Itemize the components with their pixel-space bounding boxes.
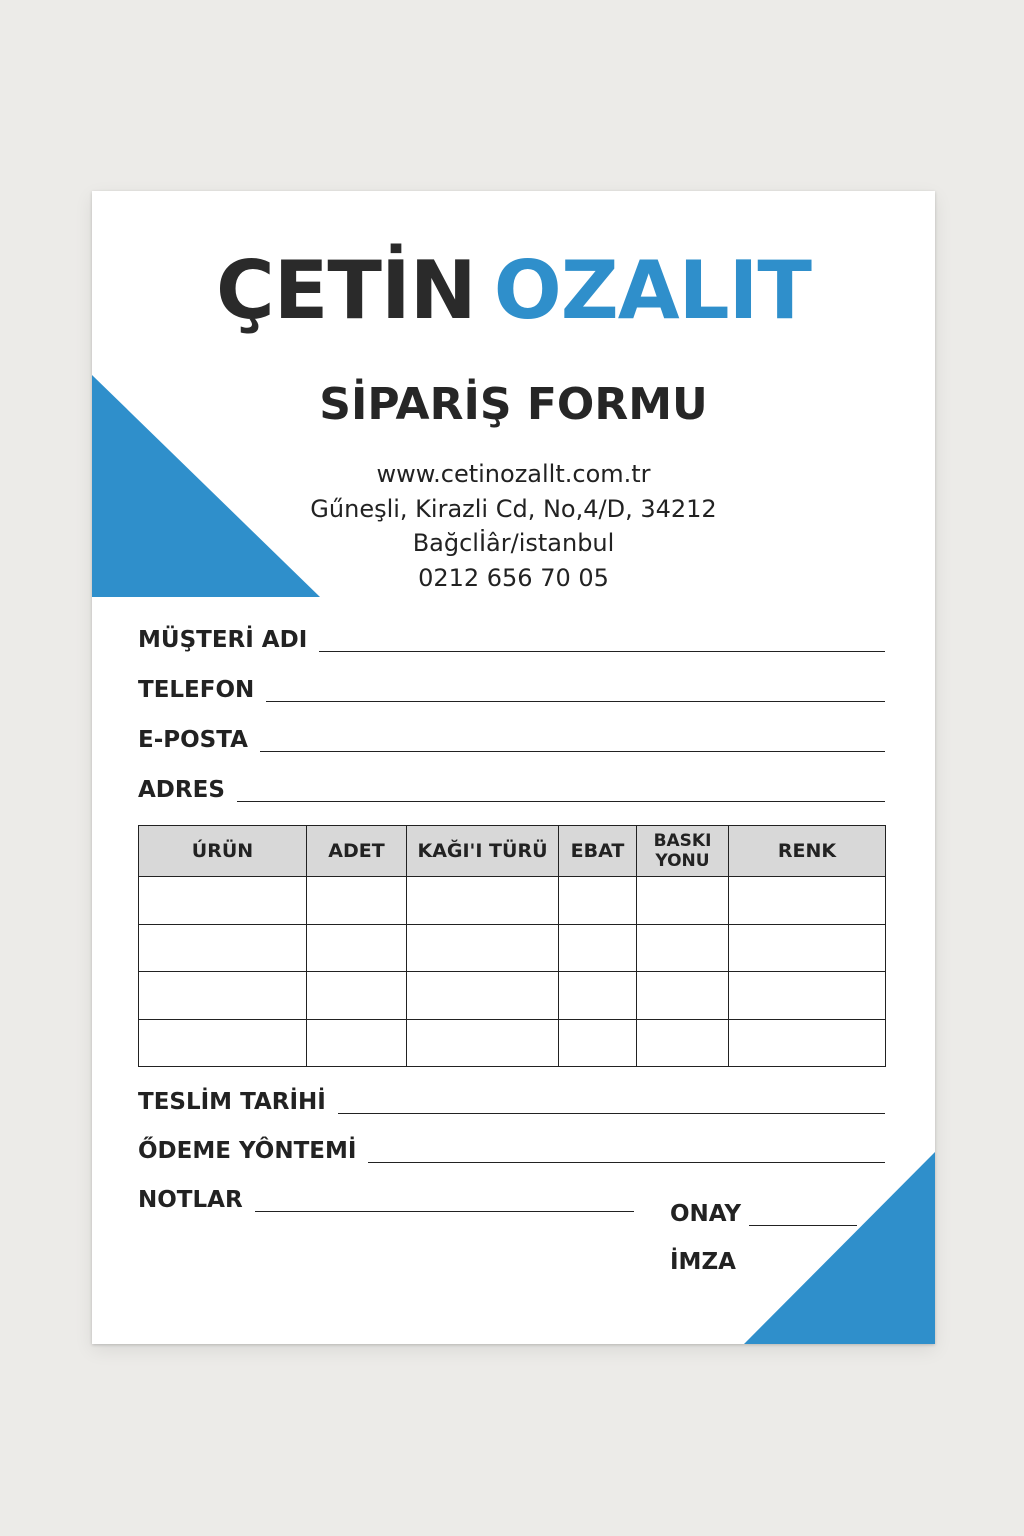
address-field[interactable] — [138, 779, 885, 802]
column-header-size: EBAT — [559, 826, 637, 877]
table-header-row — [139, 826, 886, 877]
table-row — [139, 924, 886, 972]
delivery-date-field[interactable] — [138, 1091, 885, 1114]
brand-logo — [92, 244, 935, 337]
table-cell[interactable] — [637, 924, 729, 972]
delivery-date-line[interactable] — [338, 1111, 885, 1114]
table-cell[interactable] — [637, 972, 729, 1020]
table-cell[interactable] — [729, 972, 886, 1020]
brand-name-part1: ÇETİN — [216, 244, 476, 337]
notes-label: NOTLAR — [138, 1187, 243, 1213]
table-cell[interactable] — [139, 924, 307, 972]
approval-label: ONAY — [670, 1201, 742, 1227]
decorative-triangle-right — [744, 1152, 935, 1344]
table-cell[interactable] — [559, 924, 637, 972]
form-title: SİPARİŞ FORMU — [319, 379, 708, 430]
table-cell[interactable] — [729, 1019, 886, 1067]
notes-field[interactable] — [138, 1189, 634, 1212]
table-cell[interactable] — [729, 924, 886, 972]
table-cell[interactable] — [307, 924, 407, 972]
email-field[interactable] — [138, 729, 885, 752]
payment-method-label: ŐDEME YÔNTEMİ — [138, 1138, 357, 1164]
approval-line[interactable] — [749, 1223, 857, 1226]
column-header-color: RENK — [729, 826, 886, 877]
address-line[interactable] — [237, 799, 885, 802]
address-line-2: Bağclİâr/istanbul — [412, 529, 615, 557]
email-line[interactable] — [260, 749, 885, 752]
customer-name-line[interactable] — [319, 649, 885, 652]
table-row — [139, 877, 886, 925]
table-cell[interactable] — [407, 972, 559, 1020]
payment-method-field[interactable] — [138, 1140, 885, 1163]
table-row — [139, 972, 886, 1020]
table-cell[interactable] — [637, 877, 729, 925]
contact-info — [92, 457, 935, 595]
table-cell[interactable] — [307, 1019, 407, 1067]
approval-field[interactable] — [670, 1203, 857, 1226]
table-cell[interactable] — [139, 972, 307, 1020]
column-header-product: ÚRÜN — [139, 826, 307, 877]
table-cell[interactable] — [559, 877, 637, 925]
phone-label: TELEFON — [138, 677, 255, 703]
table-cell[interactable] — [559, 1019, 637, 1067]
table-cell[interactable] — [407, 877, 559, 925]
table-cell[interactable] — [729, 877, 886, 925]
payment-method-line[interactable] — [368, 1160, 885, 1163]
table-cell[interactable] — [407, 1019, 559, 1067]
brand-name-part2: OZALIT — [493, 244, 811, 337]
notes-line[interactable] — [255, 1209, 634, 1212]
signature-label: İMZA — [670, 1249, 736, 1275]
table-cell[interactable] — [637, 1019, 729, 1067]
table-cell[interactable] — [139, 1019, 307, 1067]
address-label: ADRES — [138, 777, 225, 803]
table-cell[interactable] — [407, 924, 559, 972]
phone-field[interactable] — [138, 679, 885, 702]
table-row — [139, 1019, 886, 1067]
table-cell[interactable] — [307, 972, 407, 1020]
table-cell[interactable] — [139, 877, 307, 925]
column-header-paper-type: KAĞI'I TÜRÜ — [407, 826, 559, 877]
phone-line[interactable] — [266, 699, 885, 702]
customer-name-field[interactable] — [138, 629, 885, 652]
phone-number: 0212 656 70 05 — [418, 563, 609, 592]
customer-name-label: MÜŞTERİ ADI — [138, 627, 308, 653]
table-cell[interactable] — [559, 972, 637, 1020]
order-form-sheet — [92, 191, 935, 1344]
website-text: www.cetinozallt.com.tr — [376, 460, 651, 488]
delivery-date-label: TESLİM TARİHİ — [138, 1089, 326, 1115]
address-line-1: Gűneşli, Kirazli Cd, No,4/D, 34212 — [310, 494, 717, 523]
column-header-quantity: ADET — [307, 826, 407, 877]
table-cell[interactable] — [307, 877, 407, 925]
column-header-print-side: BASKI YONU — [637, 826, 729, 877]
email-label: E-POSTA — [138, 727, 248, 753]
order-table — [138, 825, 886, 1067]
